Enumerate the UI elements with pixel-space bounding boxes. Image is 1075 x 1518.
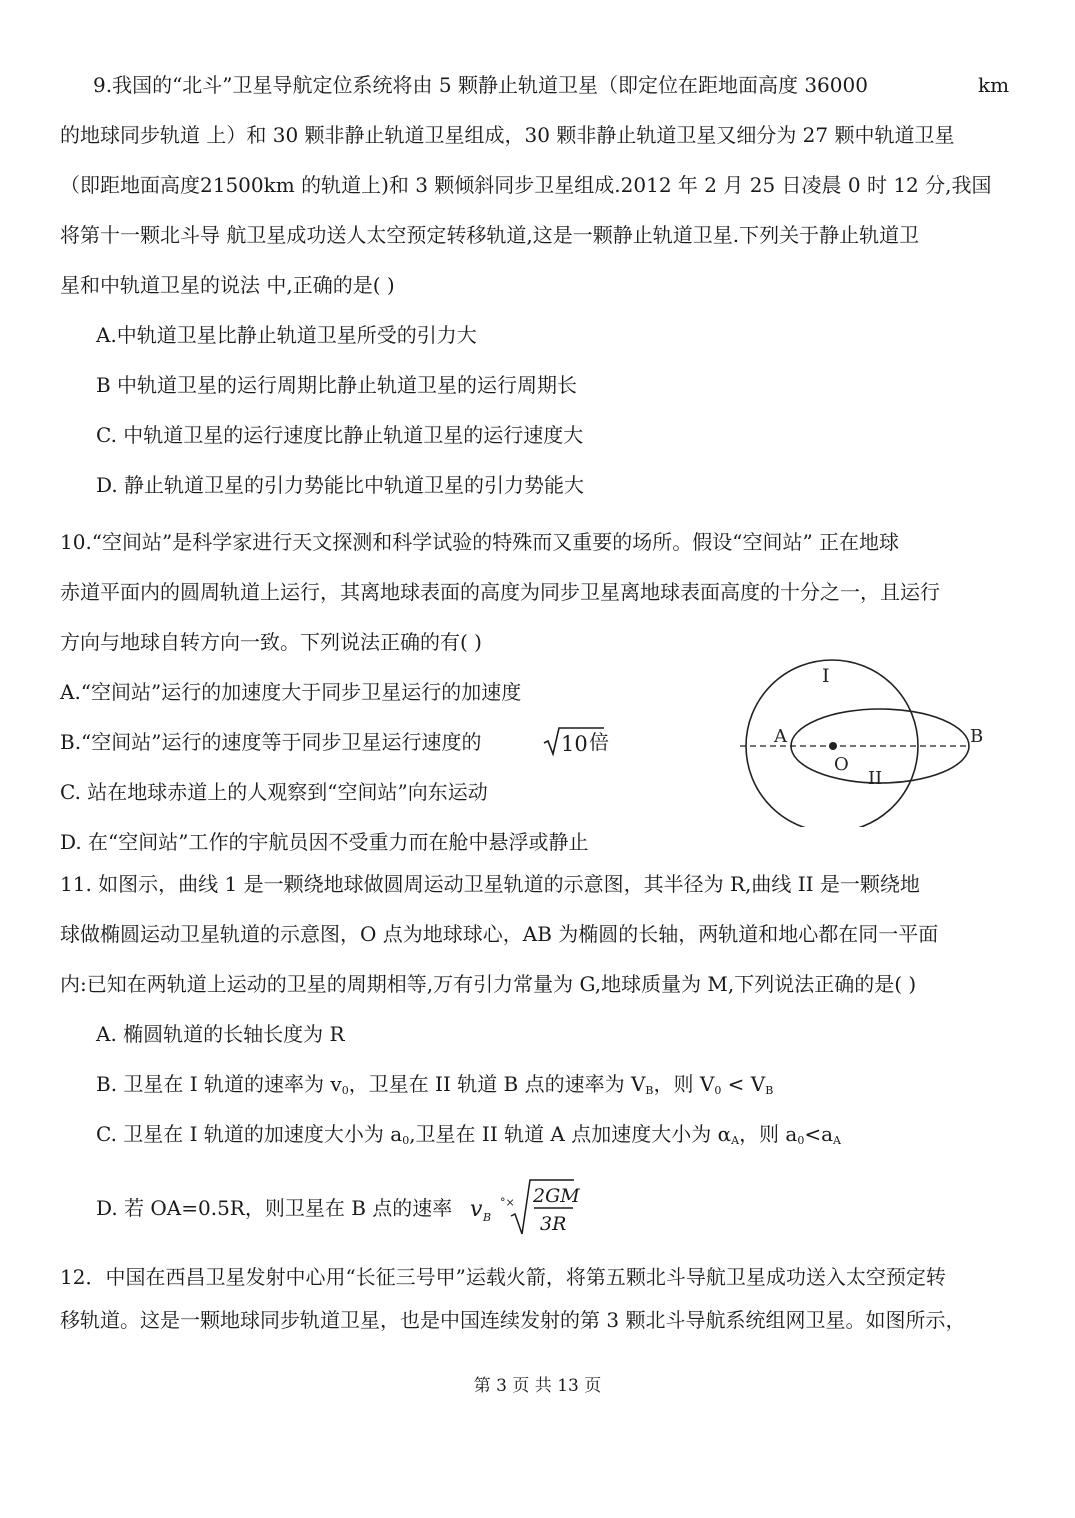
q11-option-b [96, 1070, 773, 1105]
opt-c-sub1: 0 [402, 1134, 410, 1147]
formula-denominator: 3R [540, 1213, 567, 1235]
opt-c-part4: <a [804, 1122, 834, 1146]
formula-v: v [470, 1197, 483, 1222]
q11-line-2: 球做椭圆运动卫星轨道的示意图，O 点为地球球心，AB 为椭圆的长轴，两轨道和地心都在同一平面 [60, 922, 939, 946]
q9-unit-km: km [978, 73, 1010, 97]
q9-option-c: C. 中轨道卫星的运行速度比静止轨道卫星的运行速度大 [96, 423, 584, 447]
q10-line-2: 赤道平面内的圆周轨道上运行，其离地球表面的高度为同步卫星离地球表面高度的十分之一，且运行 [60, 580, 940, 604]
opt-b-part2: ，卫星在 II 轨道 B 点的速率为 V [348, 1072, 646, 1096]
opt-c-part1: C. 卫星在 I 轨道的加速度大小为 a [96, 1122, 403, 1146]
opt-b-part3: ，则 V [653, 1072, 715, 1096]
page-footer: 第 3 页 共 13 页 [473, 1376, 602, 1396]
q11-option-a: A. 椭圆轨道的长轴长度为 R [96, 1022, 345, 1046]
opt-b-sub3: 0 [714, 1084, 722, 1097]
opt-b-sub2: B [645, 1084, 654, 1097]
label-point-A: A [774, 726, 787, 747]
label-orbit-II: II [868, 768, 883, 789]
velocity-formula [470, 1176, 580, 1238]
q9-option-d: D. 静止轨道卫星的引力势能比中轨道卫星的引力势能大 [96, 473, 585, 497]
formula-v-sub: B [483, 1211, 492, 1224]
q9-line-3: （即距地面高度21500km 的轨道上)和 3 颗倾斜同步卫星组成.2012 年 2 月 25 日凌晨 0 时 12 分,我国 [60, 173, 992, 197]
radicand: 10 [561, 732, 588, 756]
opt-c-part3: ，则 a [739, 1122, 798, 1146]
q10-option-d: D. 在“空间站”工作的宇航员因不受重力而在舱中悬浮或静止 [60, 830, 589, 854]
q9-option-b: B 中轨道卫星的运行周期比静止轨道卫星的运行周期长 [96, 373, 578, 397]
q9-option-a: A.中轨道卫星比静止轨道卫星所受的引力大 [96, 323, 477, 347]
q9-line-4: 将第十一颗北斗导 航卫星成功送人太空预定转移轨道,这是一颗静止轨道卫星.下列关于静止轨道卫 [60, 223, 920, 247]
earth-center-dot [829, 742, 837, 750]
q11-option-c [96, 1120, 841, 1155]
opt-b-sub4: B [765, 1084, 774, 1097]
opt-c-sub4: A [833, 1134, 841, 1147]
formula-relation: °× [500, 1196, 515, 1209]
q9-line-1: 9.我国的“北斗”卫星导航定位系统将由 5 颗静止轨道卫星（即定位在距地面高度 36000 [93, 73, 868, 97]
opt-b-part4: < V [721, 1072, 766, 1096]
q11-line-3: 内:已知在两轨道上运动的卫星的周期相等,万有引力常量为 G,地球质量为 M,下列说法正确的是( ) [60, 972, 917, 996]
label-orbit-I: I [822, 665, 830, 687]
q11-line-1: 11. 如图示，曲线 1 是一颗绕地球做圆周运动卫星轨道的示意图，其半径为 R,曲线 II 是一颗绕地 [60, 872, 920, 896]
q9-line-2: 的地球同步轨道 上）和 30 颗非静止轨道卫星组成，30 颗非静止轨道卫星又细分为 27 颗中轨道卫星 [60, 123, 955, 147]
label-point-B: B [970, 726, 984, 747]
q9-line-5: 星和中轨道卫星的说法 中,正确的是( ) [60, 273, 395, 297]
opt-c-sub2: A [731, 1134, 740, 1147]
q10-line-3: 方向与地球自转方向一致。下列说法正确的有( ) [60, 630, 482, 654]
q10-line-1: 10.“空间站”是科学家进行天文探测和科学试验的特殊而又重要的场所。假设“空间站” 正在地球 [60, 530, 900, 554]
label-point-O: O [834, 754, 849, 775]
opt-c-part2: ,卫星在 II 轨道 A 点加速度大小为 α [409, 1122, 732, 1146]
orbit-diagram [738, 652, 1000, 827]
formula-numerator: 2GM [533, 1185, 580, 1207]
q10-option-a: A.“空间站”运行的加速度大于同步卫星运行的加速度 [60, 680, 522, 704]
q12-line-2: 移轨道。这是一颗地球同步轨道卫星，也是中国连续发射的第 3 颗北斗导航系统组网卫星。如图所示， [60, 1308, 966, 1332]
q10-option-c: C. 站在地球赤道上的人观察到“空间站”向东运动 [60, 780, 488, 804]
opt-b-part1: B. 卫星在 I 轨道的速率为 v [96, 1072, 342, 1096]
opt-b-sub1: 0 [341, 1084, 349, 1097]
opt-c-sub3: 0 [797, 1134, 805, 1147]
q11-option-d-text: D. 若 OA=0.5R，则卫星在 B 点的速率 [96, 1196, 453, 1220]
q10-option-b-text: B.“空间站”运行的速度等于同步卫星运行速度的 [60, 730, 482, 754]
q12-line-1: 12．中国在西昌卫星发射中心用“长征三号甲”运载火箭，将第五颗北斗导航卫星成功送入太空预定转 [60, 1265, 946, 1289]
q10-option-b-suffix: 倍 [589, 730, 609, 754]
